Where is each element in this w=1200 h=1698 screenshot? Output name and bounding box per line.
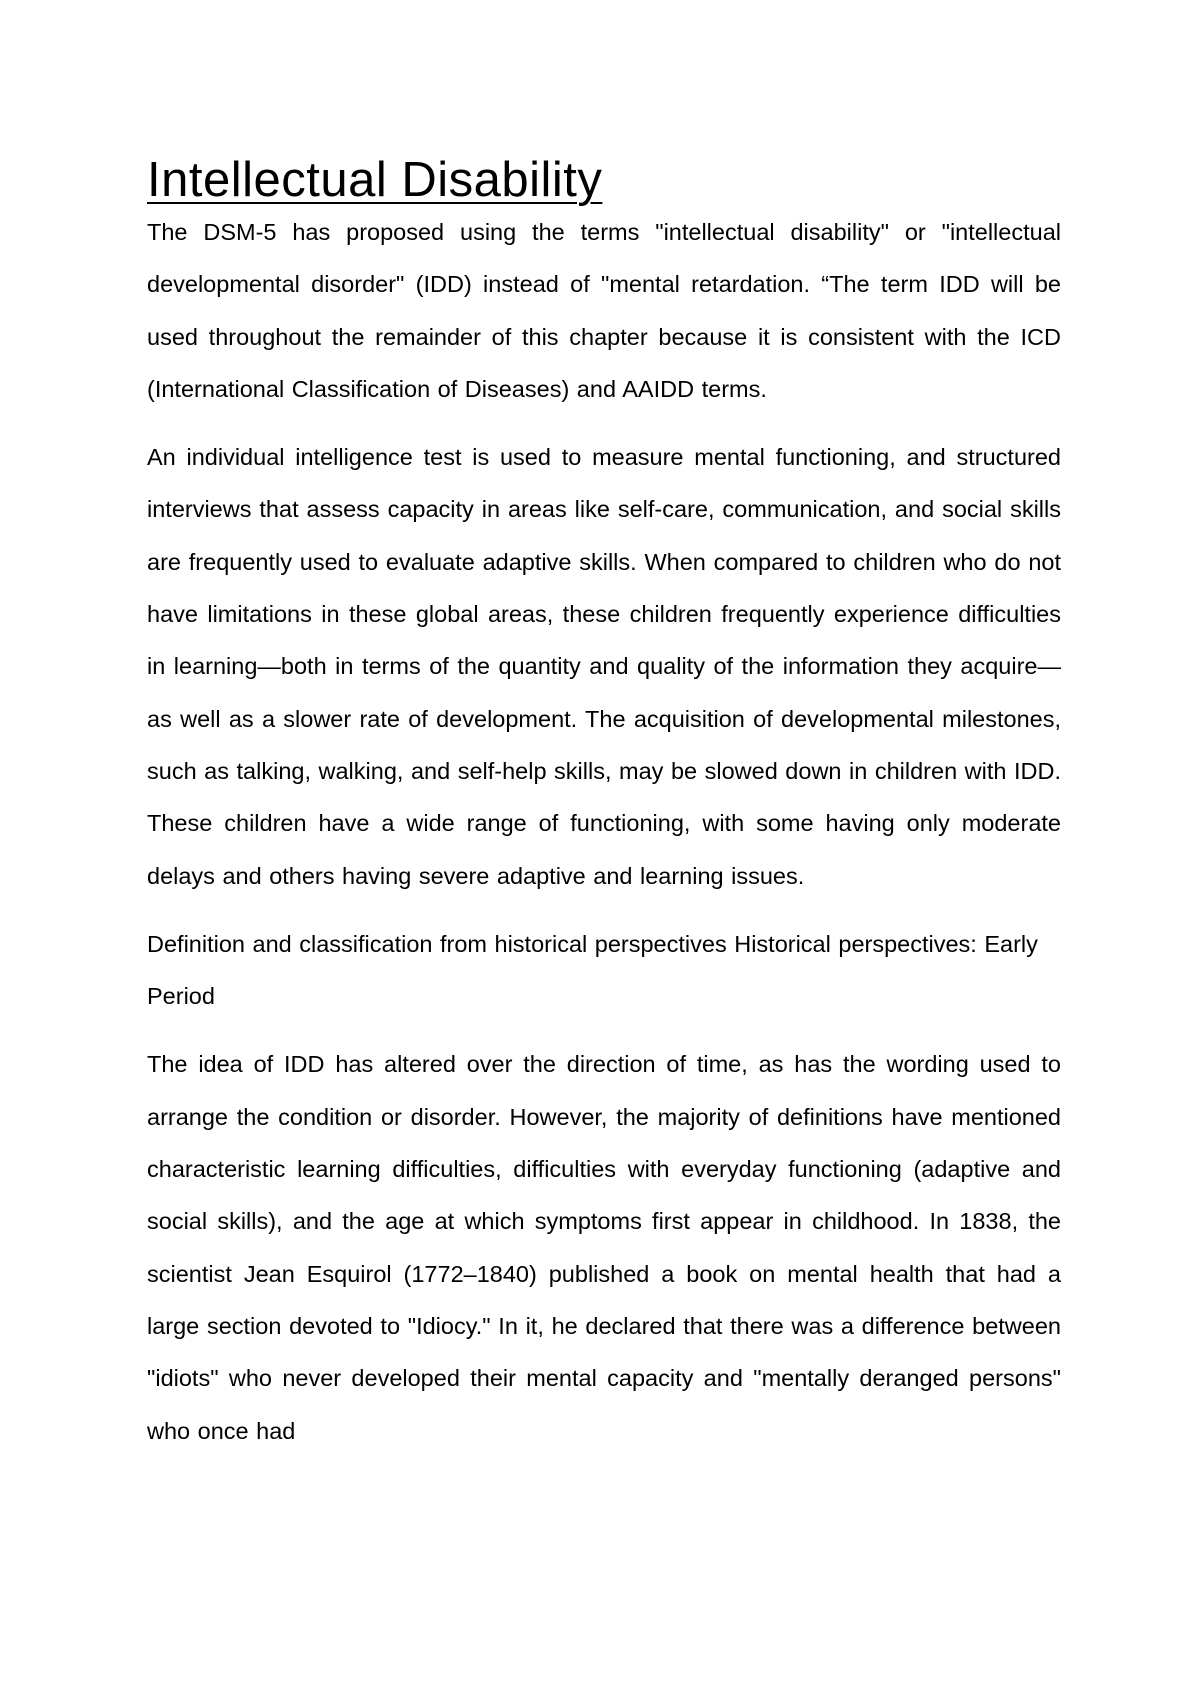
paragraph-dsm5-terms: The DSM-5 has proposed using the terms "intellectual disability" or "intellectual developmental disorder" (IDD) instead of "mental retardation. “The term IDD will be used throughout the remainder of this chapter because it is consistent with the ICD (International Classification of Diseases) and AAIDD terms. bbox=[147, 219, 1061, 402]
document-page bbox=[147, 148, 1061, 1457]
paragraph-section-heading: Definition and classification from historical perspectives Historical perspectives: Early Period bbox=[147, 930, 1038, 1010]
paragraph-history: The idea of IDD has altered over the direction of time, as has the wording used to arrange the condition or disorder. However, the majority of definitions have mentioned characteristic learning difficulties, difficulties with everyday functioning (adaptive and social skills), and the age at which symptoms first appear in childhood. In 1838, the scientist Jean Esquirol (1772–1840) published a book on mental health that had a large section devoted to "Idiocy." In it, he declared that there was a difference between "idiots" who never developed their mental capacity and "mentally deranged persons" who once had bbox=[147, 1051, 1061, 1444]
paragraph-assessment: An individual intelligence test is used to measure mental functioning, and structured interviews that assess capacity in areas like self-care, communication, and social skills are frequently used to evaluate adaptive skills. When compared to children who do not have limitations in these global areas, these children frequently experience difficulties in learning—both in terms of the quantity and quality of the information they acquire—as well as a slower rate of development. The acquisition of developmental milestones, such as talking, walking, and self-help skills, may be slowed down in children with IDD. These children have a wide range of functioning, with some having only moderate delays and others having severe adaptive and learning issues. bbox=[147, 444, 1061, 889]
document-title: Intellectual Disability bbox=[147, 153, 603, 207]
